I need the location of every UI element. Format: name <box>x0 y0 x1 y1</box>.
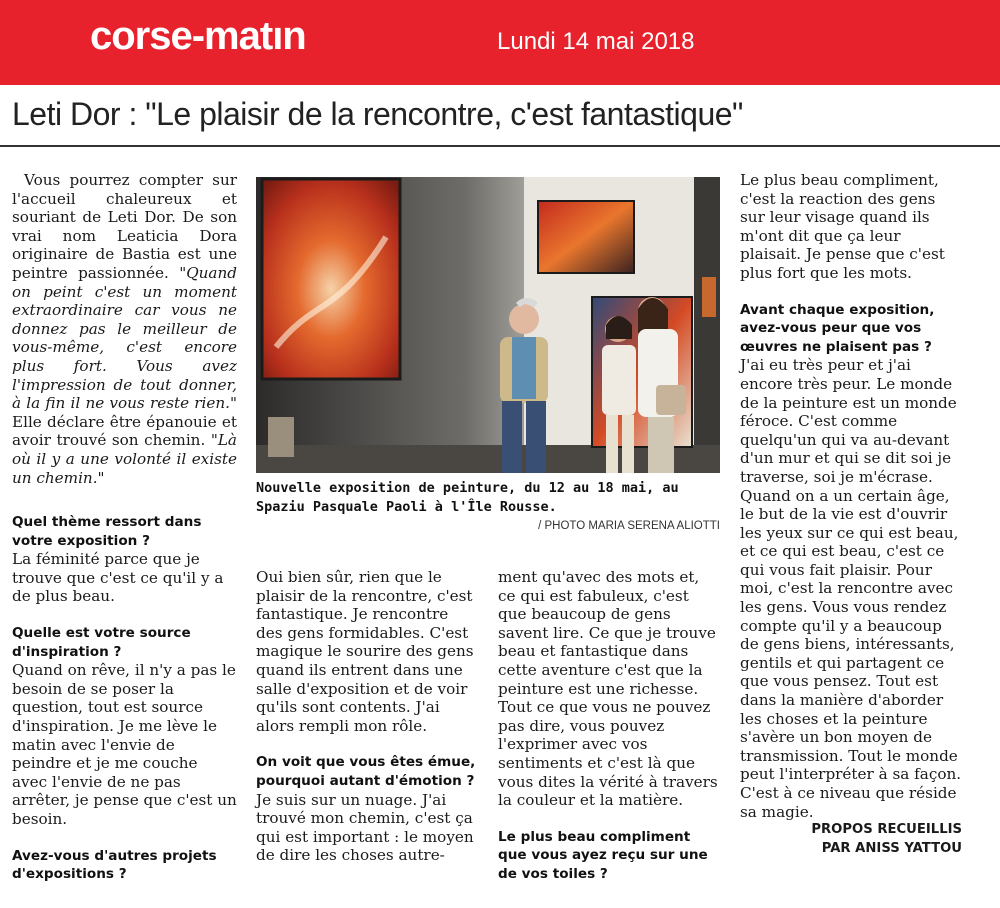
question-3: Avez-vous d'autres projets d'expositions ? <box>12 847 217 883</box>
signature-line-1: PROPOS RECUEILLIS <box>811 822 962 838</box>
answer-2: Quand on rêve, il n'y a pas le besoin de se poser la question, tout est source d'inspiration. Je me lève le matin avec l'envie de peindre et je me couche avec l'envie de ne pas arrêter, je pense que c'est un besoin. <box>12 661 237 828</box>
answer-3: Oui bien sûr, rien que le plaisir de la rencontre, c'est fantastique. Je rencontre des gens formidables. C'est magique le sourire des gens quand ils entrent dans une salle d'exposition et de voir qu'ils sont contents. J'ai alors rempli mon rôle. <box>256 568 474 735</box>
question-4: On voit que vous êtes émue, pourquoi autant d'émotion ? <box>256 754 476 789</box>
column-3 <box>498 568 720 884</box>
question-5: Le plus beau compliment que vous ayez reçu sur une de vos toiles ? <box>498 828 708 882</box>
answer-5: Le plus beau compliment, c'est la reaction des gens sur leur visage quand ils m'ont dit que ça leur plaisait. Je pense que c'est plus fort que les mots. <box>740 171 945 282</box>
answer-4-continued: ment qu'avec des mots et, ce qui est fabuleux, c'est que beaucoup de gens savent lire. Ce que je trouve beau et fantastique dans cette aventure c'est que la peinture est une richesse. Tout ce que vous ne pouvez pas dire, vous pouvez l'exprimer avec vos sentiments et c'est là que vous dites la vérité à travers la couleur et la matière. <box>498 568 718 810</box>
column-4 <box>740 171 962 858</box>
photo-credit: / PHOTO MARIA SERENA ALIOTTI <box>538 520 720 532</box>
issue-date: Lundi 14 mai 2018 <box>497 28 695 55</box>
column-1 <box>12 171 237 884</box>
intro-quote: "Quand on peint c'est un moment extraordinaire car vous ne donnez pas le meilleur de vous-même, c'est encore plus fort. Vous avez l'impression de tout donner, à la fin il ne vous reste rien." <box>12 263 237 413</box>
answer-4: Je suis sur un nuage. J'ai trouvé mon chemin, c'est ça qui est important : le moyen de dire les choses autre- <box>256 790 474 865</box>
photo-caption: Nouvelle exposition de peinture, du 12 au 18 mai, au Spaziu Pasquale Paoli à l'Île Rousse. <box>256 480 679 515</box>
answer-6: J'ai eu très peur et j'ai encore très peur. Le monde de la peinture est un monde féroce. C'est comme quelqu'un qui va au-devant d'un mur et qui se dit soi je traverse, soi je m'écrase. Quand on a un certain âge, le but de la vie est d'ouvrir les yeux sur ce qui est beau, et ce qui est beau, c'est ce qui vous fait plaisir. Pour moi, c'est la rencontre avec les gens. Vous vous rendez compte qu'il y a beaucoup de gens biens, intéressants, gentils et qui partagent ce que vous pensez. Tout est dans la manière d'aborder les choses et la peinture s'avère un bon moyen de transmission. Tout le monde peut l'interpréter à sa façon. C'est à ce niveau que réside sa magie. <box>740 356 962 821</box>
newspaper-logo: corse-matın <box>90 14 306 58</box>
question-2: Quelle est votre source d'inspiration ? <box>12 625 191 660</box>
intro-text-2: Elle déclare être épanouie et avoir trouvé son chemin. <box>12 412 237 450</box>
exhibition-photo-illustration <box>256 177 720 473</box>
question-1: Quel thème ressort dans votre exposition ? <box>12 514 202 549</box>
exhibition-photo <box>256 177 720 473</box>
intro-text: Vous pourrez compter sur l'accueil chaleureux et souriant de Leti Dor. De son vrai nom Leaticia Dora originaire de Bastia est une peintre passionnée. <box>12 171 237 282</box>
question-6: Avant chaque exposition, avez-vous peur que vos œuvres ne plaisent pas ? <box>740 301 935 355</box>
masthead <box>0 0 1000 85</box>
column-2 <box>256 568 478 865</box>
signature-line-2: PAR ANISS YATTOU <box>821 840 962 856</box>
intro-paragraph <box>12 171 237 487</box>
headline-divider <box>0 145 1000 147</box>
intro-quote-2: "Là où il y a une volonté il existe un chemin." <box>12 431 237 487</box>
answer-1: La féminité parce que je trouve que c'est ce qu'il y a de plus beau. <box>12 550 224 606</box>
article-headline: Leti Dor : "Le plaisir de la rencontre, c'est fantastique" <box>12 96 743 132</box>
